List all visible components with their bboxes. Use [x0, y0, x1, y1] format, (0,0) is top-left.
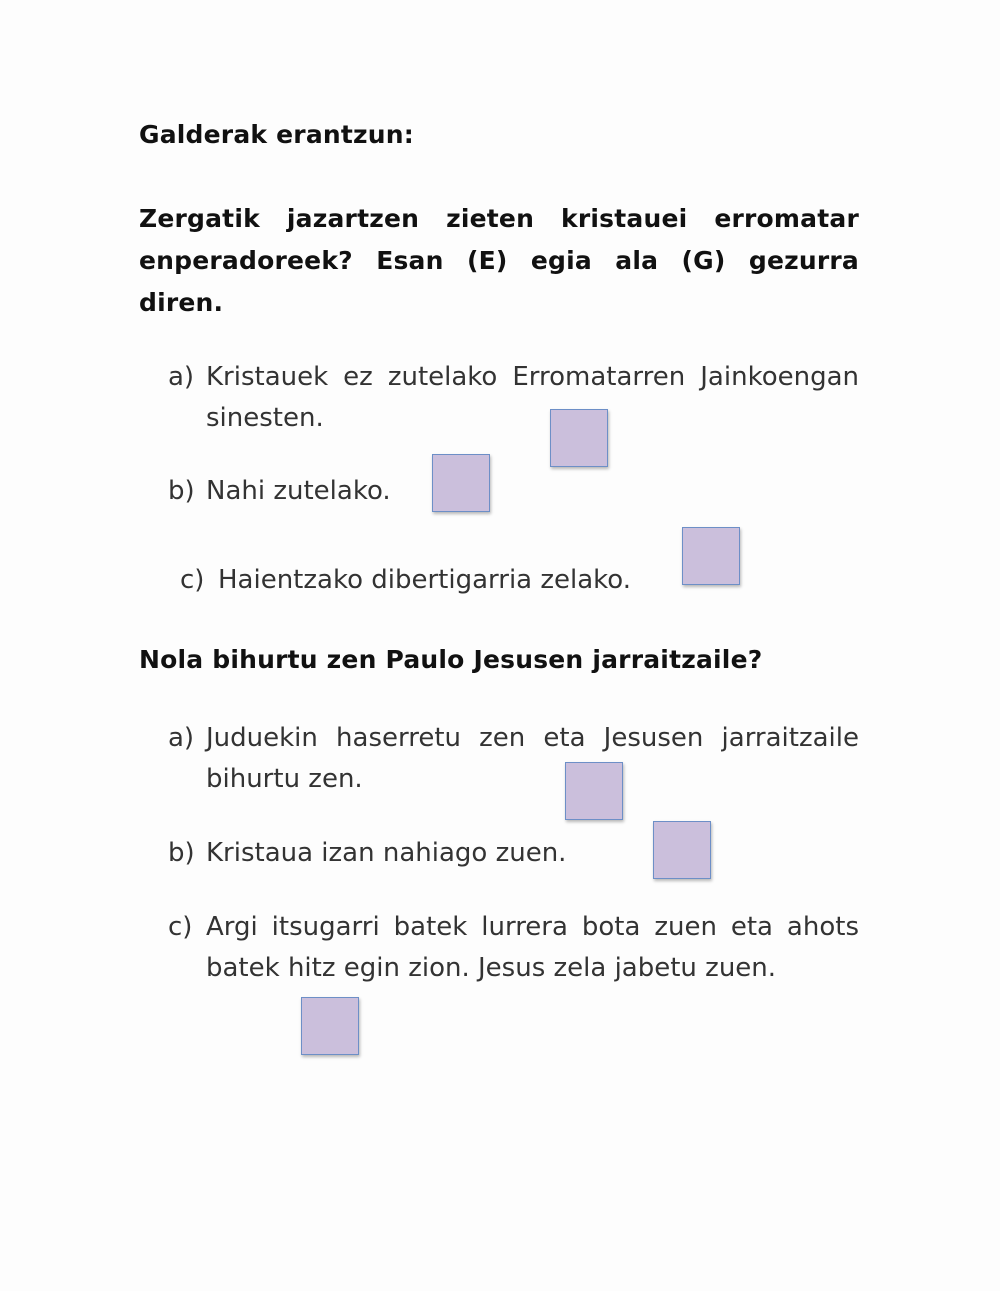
q1-option-c: [180, 560, 631, 601]
option-text: Kristaua izan nahiago zuen.: [206, 838, 567, 868]
q2-option-b: [168, 833, 566, 874]
q1-option-b: [168, 471, 391, 512]
answer-box-q2-c[interactable]: [301, 997, 359, 1055]
answer-box-q1-c[interactable]: [682, 527, 740, 585]
option-marker: c): [168, 912, 193, 942]
option-text: Haientzako dibertigarria zelako.: [218, 565, 632, 595]
question-2: Nola bihurtu zen Paulo Jesusen jarraitzaile?: [139, 645, 763, 674]
option-marker: a): [168, 362, 195, 392]
answer-box-q1-b[interactable]: [432, 454, 490, 512]
q2-option-a: [168, 718, 859, 800]
option-text: Argi itsugarri batek lurrera bota zuen eta ahots batek hitz egin zion. Jesus zela jabetu zuen.: [206, 912, 859, 983]
option-text: Nahi zutelako.: [206, 476, 391, 506]
q1-option-a: [168, 357, 859, 439]
question-1: Zergatik jazartzen zieten kristauei erromatar enperadoreek? Esan (E) egia ala (G) gezurra diren.: [139, 204, 859, 317]
option-text: Kristauek ez zutelako Erromatarren Jainkoengan sinesten.: [206, 362, 859, 433]
answer-box-q2-b[interactable]: [653, 821, 711, 879]
option-text: Juduekin haserretu zen eta Jesusen jarraitzaile bihurtu zen.: [206, 723, 859, 794]
q2-option-c: [168, 907, 859, 989]
option-marker: a): [168, 723, 195, 753]
option-marker: b): [168, 476, 195, 506]
answer-box-q2-a[interactable]: [565, 762, 623, 820]
page-title: Galderak erantzun:: [139, 120, 414, 149]
option-marker: b): [168, 838, 195, 868]
answer-box-q1-a[interactable]: [550, 409, 608, 467]
option-marker: c): [180, 565, 205, 595]
